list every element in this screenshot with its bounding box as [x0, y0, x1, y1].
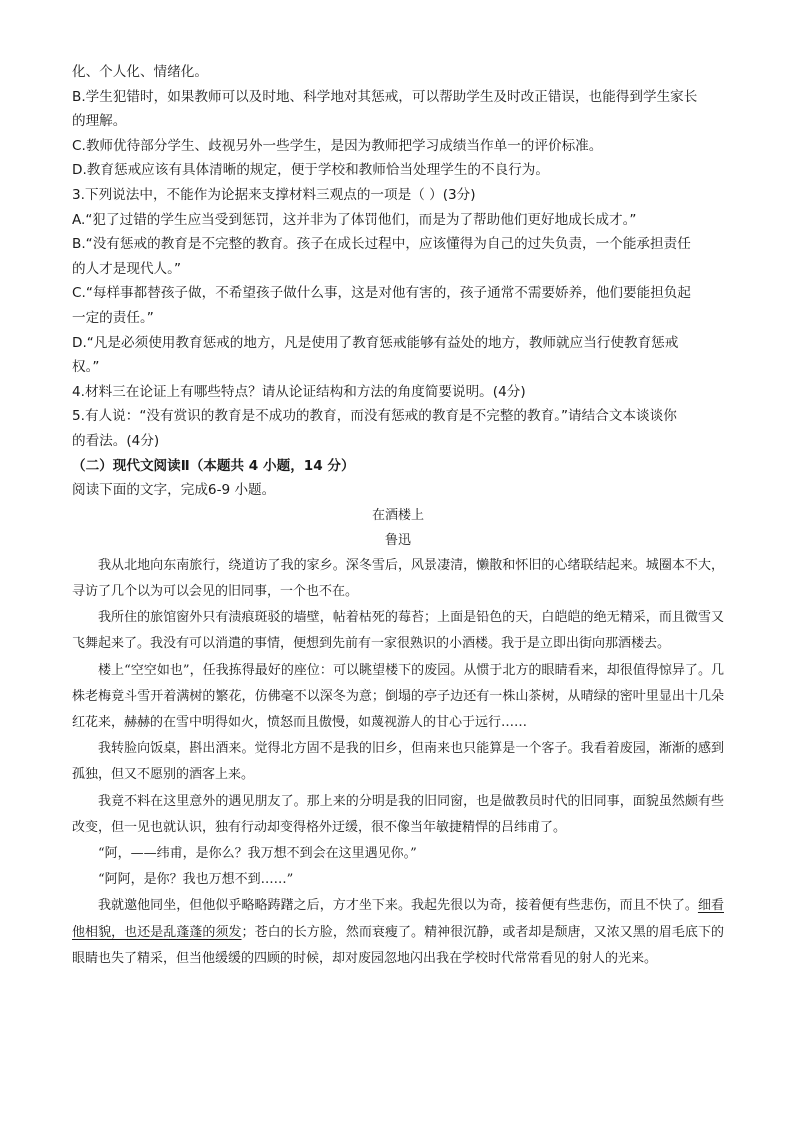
q2-option-d: D.教育惩戒应该有具体清晰的规定，便于学校和教师恰当处理学生的不良行为。	[72, 162, 549, 179]
passage-title: 在酒楼上	[371, 507, 424, 523]
q3-option-c-line1: C.“每样事都替孩子做，不希望孩子做什么事，这是对他有害的，孩子通常不需要娇养，他们要能担负起	[72, 285, 691, 302]
q3-option-b-line2: 的人才是现代人。”	[72, 260, 181, 277]
q3-option-a: A.“犯了过错的学生应当受到惩罚，这并非为了体罚他们，而是为了帮助他们更好地成长成才。”	[72, 211, 637, 228]
passage-paragraph-8	[72, 893, 724, 972]
passage-paragraph-4: 我转脸向饭桌，斟出酒来。觉得北方固不是我的旧乡，但南来也只能算是一个客子。我看着废园，渐渐的感到孤独，但又不愿别的酒客上来。	[72, 741, 724, 783]
q2-option-c: C.教师优待部分学生、歧视另外一些学生，是因为教师把学习成绩当作单一的评价标准。	[72, 137, 603, 154]
q3-option-c-line2: 一定的责任。”	[72, 309, 154, 326]
passage-paragraph-6: “阿，——纬甫，是你么？我万想不到会在这里遇见你。”	[98, 845, 417, 861]
q4-stem: 4.材料三在论证上有哪些特点？请从论证结构和方法的角度简要说明。(4分)	[72, 383, 526, 400]
exam-page	[72, 60, 724, 972]
q3-stem: 3.下列说法中，不能作为论据来支撑材料三观点的一项是（ ）(3分)	[72, 186, 476, 203]
passage-paragraph-5: 我竟不料在这里意外的遇见朋友了。那上来的分明是我的旧同窗，也是做教员时代的旧同事，面貌虽然颇有些改变，但一见也就认识，独有行动却变得格外迂缓，很不像当年敏捷精悍的吕纬甫了。	[72, 793, 724, 835]
passage-paragraph-1: 我从北地向东南旅行，绕道访了我的家乡。深冬雪后，风景凄清，懒散和怀旧的心绪联结起来。城圈本不大，寻访了几个以为可以会见的旧同事，一个也不在。	[72, 557, 724, 599]
reading-instruction: 阅读下面的文字，完成6-9 小题。	[72, 482, 276, 499]
q3-option-b-line1: B.“没有惩戒的教育是不完整的教育。孩子在成长过程中，应该懂得为自己的过失负责，一个能承担责任	[72, 236, 691, 253]
q2-option-tail: 化、个人化、情绪化。	[72, 64, 208, 80]
section-heading: （二）现代文阅读Ⅱ（本题共 4 小题，14 分）	[72, 457, 355, 474]
paragraph-8-lead: 我就邀他同坐，但他似乎略略踌躇之后，方才坐下来。我起先很以为奇，接着便有些悲伤，而且不快了。	[98, 898, 698, 914]
q2-option-b-line1: B.学生犯错时，如果教师可以及时地、科学地对其惩戒，可以帮助学生及时改正错误，也能得到学生家长	[72, 88, 698, 105]
passage-author: 鲁迅	[384, 532, 411, 548]
paragraph-8-tail: ；苍白的长方脸，然而衰瘦了。精神很沉静，或者却是颓唐，又浓又黑的眉毛底下的眼睛也失了精采，但当他缓缓的四顾的时候，却对废园忽地闪出我在学校时代常常看见的射人的光来。	[72, 924, 724, 966]
underlined-phrase: 细看他相貌，也还是乱蓬蓬的须发	[72, 898, 724, 940]
q3-option-d-line1: D.“凡是必须使用教育惩戒的地方，凡是使用了教育惩戒能够有益处的地方，教师就应当行使教育惩戒	[72, 334, 679, 351]
q5-stem-line2: 的看法。(4分)	[72, 432, 160, 449]
passage-paragraph-7: “阿阿，是你？我也万想不到……”	[98, 872, 294, 888]
q5-stem-line1: 5.有人说：“没有赏识的教育是不成功的教育，而没有惩戒的教育是不完整的教育。”请结合文本谈谈你	[72, 408, 677, 425]
passage-paragraph-3: 楼上“空空如也”，任我拣得最好的座位：可以眺望楼下的废园。从惯于北方的眼睛看来，却很值得惊异了。几株老梅竟斗雪开着满树的繁花，仿佛毫不以深冬为意；倒塌的亭子边还有一株山茶树，从晴绿的密叶里显出十几朵红花来，赫赫的在雪中明得如火，愤怒而且傲慢，如蔑视游人的甘心于远行……	[72, 662, 724, 730]
q2-option-b-line2: 的理解。	[72, 113, 127, 130]
passage-paragraph-2: 我所住的旅馆窗外只有渍痕斑驳的墙壁，帖着枯死的莓苔；上面是铅色的天，白皑皑的绝无精采，而且微雪又飞舞起来了。我没有可以消遣的事情，便想到先前有一家很熟识的小酒楼。我于是立即出街向那酒楼去。	[72, 610, 724, 652]
q3-option-d-line2: 权。”	[72, 359, 100, 376]
